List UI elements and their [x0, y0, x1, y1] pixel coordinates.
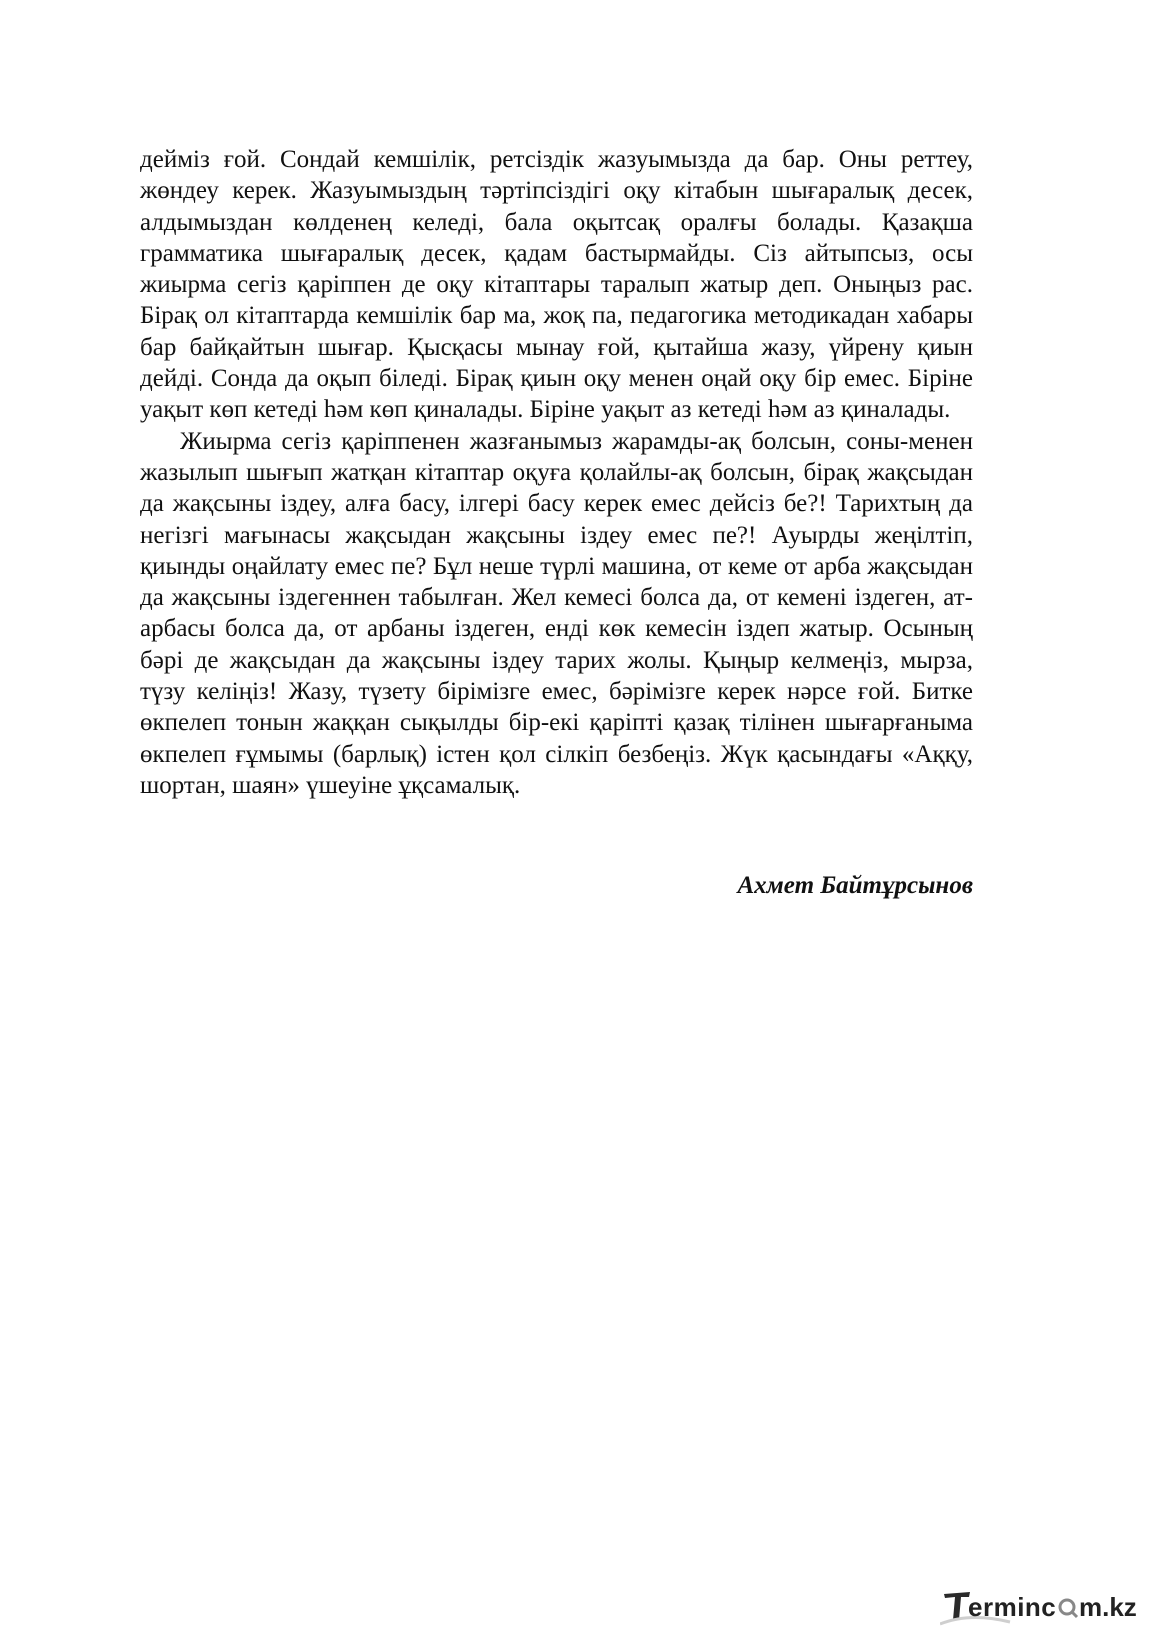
site-watermark	[940, 1586, 1145, 1626]
svg-text:erminc: erminc	[968, 1592, 1057, 1622]
author-signature: Ахмет Байтұрсынов	[737, 872, 973, 899]
body-text	[140, 144, 973, 801]
paragraph-2: Жиырма сегіз қаріппенен жазғанымыз жарамды-ақ болсын, соны-менен жазылып шығып жатқан кітаптар оқуға қолайлы-ақ болсын, бірақ жақсыдан да жақсыны іздеу, алға басу, ілгері басу керек емес дейсіз бе?! Тарихтың да негізгі мағынасы жақсыдан жақсыны іздеу емес пе?! Ауырды жеңілтіп, қиынды оңайлату емес пе? Бұл неше түрлі машина, от кеме от арба жақсыдан да жақсыны іздегеннен табылған. Жел кемесі болса да, от кемені іздеген, ат-арбасы болса да, от арбаны іздеген, енді көк кемесін іздеп жатыр. Осының бәрі де жақсыдан да жақсыны іздеу тарих жолы. Қыңыр келмеңіз, мырза, түзу келіңіз! Жазу, түзету бірімізге емес, бәрімізге керек нәрсе ғой. Битке өкпелеп тонын жаққан сықылды бір-екі қаріпті қазақ тілінен шығарғаныма өкпелеп ғұмымы (барлық) істен қол сілкіп безбеңіз. Жүк қасындағы «Аққу, шортан, шаян» үшеуіне ұқсамалық.	[140, 427, 973, 799]
svg-text:m.kz: m.kz	[1079, 1592, 1137, 1622]
paragraph-1: дейміз ғой. Сондай кемшілік, ретсіздік жазуымызда да бар. Оны реттеу, жөндеу керек. Жазуымыздың тәртіпсіздігі оқу кітабын шығаралық десек, алдымыздан көлденең келеді, бала оқытсақ оралғы болады. Қазақша грамматика шығаралық десек, қадам бастырмайды. Сіз айтыпсыз, осы жиырма сегіз қаріппен де оқу кітаптары таралып жатыр деп. Оныңыз рас. Бірақ ол кітаптарда кемшілік бар ма, жоқ па, педагогика методикадан хабары бар байқайтын шығар. Қысқасы мынау ғой, қытайша жазу, үйрену қиын дейді. Сонда да оқып біледі. Бірақ қиын оқу менен оңай оқу бір емес. Біріне уақыт көп кетеді һәм көп қиналады. Біріне уақыт аз кетеді һәм аз қиналады.	[140, 146, 973, 424]
termincom-logo	[940, 1586, 1145, 1626]
